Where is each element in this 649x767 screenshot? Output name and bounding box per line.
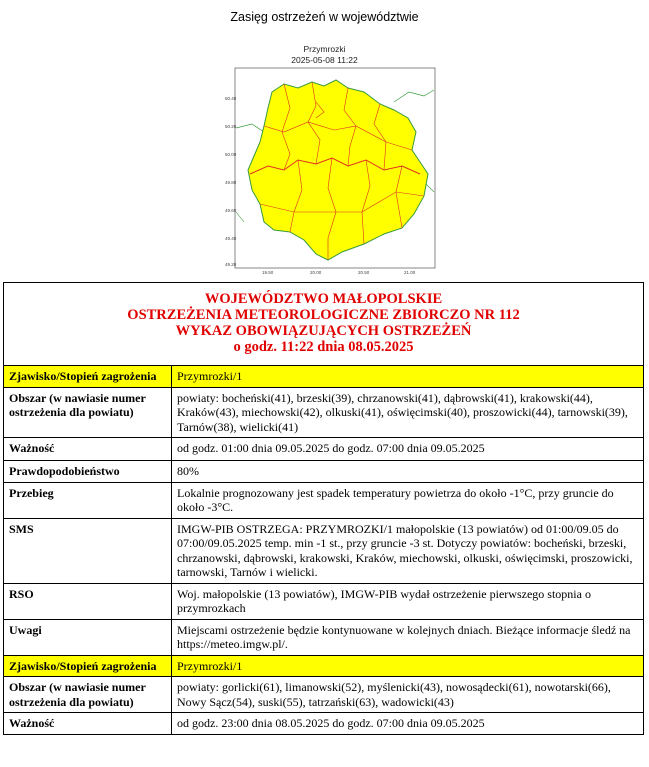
- table-row: [4, 619, 643, 655]
- table-row: [4, 366, 643, 387]
- y-tick: 49.20: [225, 262, 237, 267]
- x-tick: 19.50: [262, 270, 274, 275]
- table-row: [4, 518, 643, 583]
- row-value: Woj. małopolskie (13 powiatów), IMGW-PIB wydał ostrzeżenie pierwszego stopnia o przymrozkach: [172, 583, 644, 619]
- row-label: Obszar (w nawiasie numer ostrzeżenia dla powiatu): [4, 387, 172, 438]
- map-timestamp: 2025-05-08 11:22: [291, 55, 358, 65]
- row-label: Zjawisko/Stopień zagrożenia: [4, 366, 172, 387]
- bulletin-issue-time: o godz. 11:22 dnia 08.05.2025: [233, 339, 414, 355]
- row-label: SMS: [4, 518, 172, 583]
- row-label: Prawdopodobieństwo: [4, 461, 172, 483]
- table-row: [4, 713, 643, 734]
- row-label: Ważność: [4, 713, 172, 734]
- table-row: [4, 461, 643, 483]
- y-tick: 49.40: [225, 236, 237, 241]
- bulletin-number: OSTRZEŻENIA METEOROLOGICZNE ZBIORCZO NR 112: [127, 307, 520, 323]
- row-value: od godz. 01:00 dnia 09.05.2025 do godz. 07:00 dnia 09.05.2025: [172, 438, 644, 461]
- y-tick: 50.20: [225, 124, 237, 129]
- bulletin-list-title: WYKAZ OBOWIĄZUJĄCYCH OSTRZEŻEŃ: [175, 323, 472, 339]
- row-label: Zjawisko/Stopień zagrożenia: [4, 655, 172, 677]
- map-title: Zasięg ostrzeżeń w województwie: [230, 10, 419, 24]
- bulletin-header: [4, 283, 643, 366]
- row-label: Ważność: [4, 438, 172, 461]
- row-label: Przebieg: [4, 482, 172, 518]
- row-value: powiaty: bocheński(41), brzeski(39), chrzanowski(41), dąbrowski(41), krakowski(44), Kraków(43), miechowski(42), olkuski(41), oświęcimski(40), proszowicki(44), tarnowski(39), Tarnów(38), wielicki(41): [172, 387, 644, 438]
- x-tick: 20.00: [310, 270, 322, 275]
- row-value: Przymrozki/1: [172, 655, 644, 677]
- row-value: IMGW-PIB OSTRZEGA: PRZYMROZKI/1 małopolskie (13 powiatów) od 01:00/09.05 do 07:00/09.05.2025 temp. min -1 st., przy gruncie -3 st. Dotyczy powiatów: bocheński, brzeski, chrzanowski, dąbrowski, krakowski, Kraków, miechowski, olkuski, oświęcimski, proszowicki, tarnowski, Tarnów i wielicki.: [172, 518, 644, 583]
- warning-bulletin: [3, 282, 644, 735]
- warning-map-svg: [224, 62, 440, 276]
- map-phenomenon: Przymrozki: [303, 44, 346, 54]
- row-value: od godz. 23:00 dnia 08.05.2025 do godz. 07:00 dnia 09.05.2025: [172, 713, 644, 734]
- row-label: RSO: [4, 583, 172, 619]
- table-row: [4, 677, 643, 713]
- row-value: Miejscami ostrzeżenie będzie kontynuowane w kolejnych dniach. Bieżące informacje śledź na https://meteo.imgw.pl/.: [172, 619, 644, 655]
- row-value: powiaty: gorlicki(61), limanowski(52), myślenicki(43), nowosądecki(61), nowotarski(66), Nowy Sącz(54), suski(55), tatrzański(63), wadowicki(43): [172, 677, 644, 713]
- row-label: Uwagi: [4, 619, 172, 655]
- table-row: [4, 387, 643, 438]
- row-value: Przymrozki/1: [172, 366, 644, 387]
- y-tick: 49.80: [225, 180, 237, 185]
- y-tick: 49.60: [225, 208, 237, 213]
- row-label: Obszar (w nawiasie numer ostrzeżenia dla powiatu): [4, 677, 172, 713]
- table-row: [4, 655, 643, 677]
- table-row: [4, 482, 643, 518]
- table-row: [4, 438, 643, 461]
- table-row: [4, 583, 643, 619]
- warnings-table: [4, 366, 643, 734]
- row-value: Lokalnie prognozowany jest spadek temperatury powietrza do około -1°C, przy gruncie do około -3°C.: [172, 482, 644, 518]
- y-tick: 50.00: [225, 152, 237, 157]
- bulletin-region: WOJEWÓDZTWO MAŁOPOLSKIE: [204, 291, 443, 307]
- x-tick: 20.50: [358, 270, 370, 275]
- y-tick: 50.40: [225, 96, 237, 101]
- row-value: 80%: [172, 461, 644, 483]
- x-tick: 21.00: [404, 270, 416, 275]
- warning-map: [224, 62, 440, 276]
